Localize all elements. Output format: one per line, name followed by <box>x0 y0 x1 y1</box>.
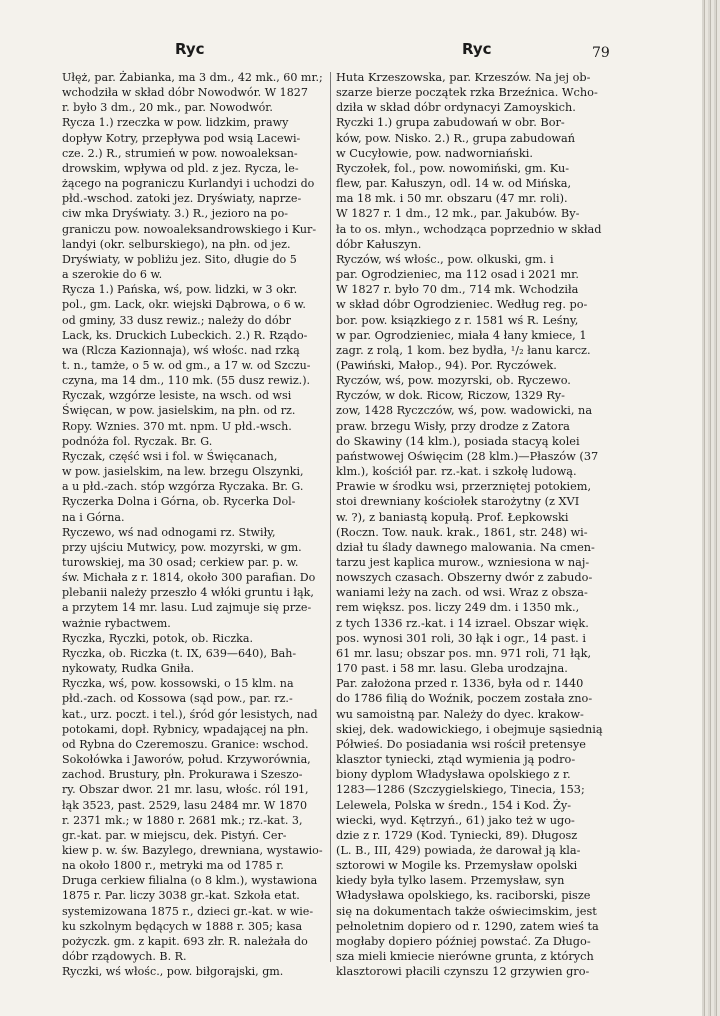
right-column-line: dziła w skład dóbr ordynacyi Zamoyskich. <box>336 101 576 115</box>
right-column-line: mogłaby dopiero później powstać. Za Długo- <box>336 934 591 948</box>
right-column-line: skiej, dek. wadowickiego, i obejmuje sąsiednią <box>336 722 603 736</box>
left-column-line: dopływ Kotry, przepływa pod wsią Lacewi- <box>62 131 301 145</box>
left-column-line: t. n., tamże, o 5 w. od gm., a 17 w. od Szczu- <box>62 358 311 372</box>
left-column-line: r. 2371 mk.; w 1880 r. 2681 mk.; rz.-kat. 3, <box>62 813 303 827</box>
left-column-line: ku szkolnym będących w 1888 r. 305; kasa <box>62 919 303 933</box>
left-column-line: pożyczk. gm. z kapit. 693 złr. R. należała do <box>62 934 308 948</box>
left-column-line: drowskim, wpływa od pld. z jez. Rycza, le- <box>62 161 299 175</box>
right-column-line: Ryczów, w dok. Ricow, Riczow, 1329 Ry- <box>336 389 565 403</box>
left-text-column <box>62 70 324 979</box>
left-column-line: a szerokie do 6 w. <box>62 268 163 282</box>
left-column-line: Dryświaty, w pobliżu jez. Sito, długie do 5 <box>62 252 297 266</box>
left-column-line: wchodziła w skład dóbr Nowodwór. W 1827 <box>62 86 308 100</box>
left-column-line: kiew p. w. św. Bazylego, drewniana, wystawio- <box>62 843 323 857</box>
right-column-line: pełnoletnim dopiero od r. 1290, zatem wieś ta <box>336 919 599 933</box>
right-column-line: w par. Ogrodzieniec, miała 4 łany kmiece, 1 <box>336 328 587 342</box>
right-column-line: z tych 1336 rz.-kat. i 14 izrael. Obszar więk. <box>336 616 589 630</box>
right-column-line: w Cucyłowie, pow. nadworniański. <box>336 146 533 160</box>
right-column-line: 170 past. i 58 mr. lasu. Gleba urodzajna. <box>336 662 568 676</box>
right-column-line: klasztor tyniecki, ztąd wymienia ją podro- <box>336 753 576 767</box>
left-column-line: nykowaty, Rudka Gniła. <box>62 662 194 676</box>
right-column-line: szarze bierze początek rzka Brzeźnica. Wcho- <box>336 86 598 100</box>
right-column-line: Lelewela, Polska w średn., 154 i Kod. Ży- <box>336 798 572 812</box>
right-column-line: Ryczki 1.) grupa zabudowań w obr. Bor- <box>336 116 565 130</box>
left-column-line: turowskiej, ma 30 osad; cerkiew par. p. w. <box>62 556 299 569</box>
page-edge <box>702 0 720 1016</box>
left-column-line: ważnie rybactwem. <box>62 616 171 630</box>
page-number: 79 <box>592 45 610 61</box>
column-divider <box>330 72 331 962</box>
left-column-line: Rycza 1.) rzeczka w pow. lidzkim, prawy <box>62 116 289 130</box>
left-column-line: przy ujściu Mutwicy, pow. mozyrski, w gm. <box>62 540 302 554</box>
left-column-line: od gminy, 33 dusz rewiz.; należy do dóbr <box>62 313 291 327</box>
left-column-line: Święcan, w pow. jasielskim, na płn. od rz. <box>62 404 296 418</box>
left-column-line: łąk 3523, past. 2529, lasu 2484 mr. W 1870 <box>62 798 308 812</box>
left-column-line: od Rybna do Czeremoszu. Granice: wschod. <box>62 737 309 751</box>
right-column-line: dóbr Kałuszyn. <box>336 237 422 251</box>
right-text-column <box>336 70 608 979</box>
right-column-line: praw. brzegu Wisły, przy drodze z Zatora <box>336 419 570 433</box>
left-column-line: pol., gm. Lack, okr. wiejski Dąbrowa, o 6 w. <box>62 298 306 312</box>
left-column-line: Druga cerkiew filialna (o 8 klm.), wystawiona <box>62 874 318 888</box>
right-column-line: par. Ogrodzieniec, ma 112 osad i 2021 mr. <box>336 268 579 282</box>
right-column-line: się na dokumentach także oświecimskim, jest <box>336 904 597 918</box>
left-column-line: Rycza 1.) Pańska, wś, pow. lidzki, w 3 okr. <box>62 283 298 297</box>
right-column-line: W 1827 r. 1 dm., 12 mk., par. Jakubów. By- <box>336 207 580 221</box>
left-column-line: Ryczewo, wś nad odnogami rz. Stwiły, <box>62 525 276 539</box>
right-column-line: Półwieś. Do posiadania wsi rościł pretensye <box>336 737 586 751</box>
right-column-line: w skład dóbr Ogrodzieniec. Według reg. po- <box>336 298 588 312</box>
right-column-line: do 1786 filią do Woźnik, poczem została zno- <box>336 692 593 706</box>
right-column-line: w. ?), z baniastą kopułą. Prof. Łepkowski <box>336 510 569 524</box>
right-column-line: waniami leży na zach. od wsi. Wraz z obsza- <box>336 586 588 600</box>
left-column-line: plebanii należy przeszło 4 włóki gruntu i łąk, <box>62 586 314 600</box>
left-column-line: czyna, ma 14 dm., 110 mk. (55 dusz rewiz.). <box>62 374 311 388</box>
right-column-line: W 1827 r. było 70 dm., 714 mk. Wchodziła <box>336 283 579 297</box>
right-column-line: biony dyplom Władysława opolskiego z r. <box>336 768 571 782</box>
running-head-center: Ryc <box>462 40 492 58</box>
right-column-line: ła to os. młyn., wchodząca poprzednio w skład <box>336 222 602 236</box>
right-column-line: Huta Krzeszowska, par. Krzeszów. Na jej ob- <box>336 71 591 84</box>
right-column-line: ma 18 mk. i 50 mr. obszaru (47 mr. roli). <box>336 192 568 206</box>
right-column-line: 61 mr. lasu; obszar pos. mn. 971 roli, 71 łąk, <box>336 646 592 660</box>
left-column-line: Ryczka, ob. Riczka (t. IX, 639—640), Bah- <box>62 646 297 660</box>
right-column-line: Władysława opolskiego, ks. raciborski, pisze <box>336 889 591 903</box>
right-column-line: rem większ. pos. liczy 249 dm. i 1350 mk., <box>336 601 580 615</box>
left-column-line: płd.-zach. od Kossowa (sąd pow., par. rz.- <box>62 692 293 706</box>
right-column-line: wiecki, wyd. Kętrzyń., 61) jako też w ugo- <box>336 813 575 827</box>
left-column-line: zachod. Brustury, płn. Prokurawa i Szeszo- <box>62 768 303 782</box>
left-column-line: w pow. jasielskim, na lew. brzegu Olszynki, <box>62 465 304 479</box>
left-column-line: św. Michała z r. 1814, około 300 parafian. Do <box>62 571 316 585</box>
left-column-line: ciw mka Dryświaty. 3.) R., jezioro na po- <box>62 207 289 221</box>
left-column-line: dóbr rządowych. B. R. <box>62 950 187 964</box>
right-column-line: bor. pow. ksiązkiego z r. 1581 wś R. Leśny, <box>336 313 579 327</box>
left-column-line: wa (Rlcza Kazionnaja), wś włośc. nad rzką <box>62 343 300 357</box>
running-head-left: Ryc <box>175 40 205 58</box>
right-column-line: do Skawiny (14 klm.), posiada stacyą kolei <box>336 434 580 448</box>
right-column-line: Ryczów, wś włośc., pow. olkuski, gm. i <box>336 252 554 266</box>
right-column-line: (Roczn. Tow. nauk. krak., 1861, str. 248) wi- <box>336 525 588 539</box>
right-column-line: dzie z r. 1729 (Kod. Tyniecki, 89). Długosz <box>336 828 578 842</box>
right-column-line: flew, par. Kałuszyn, odl. 14 w. od Mińska, <box>336 177 572 191</box>
right-column-line: dział tu ślady dawnego malowania. Na cmen- <box>336 540 595 554</box>
left-column-line: graniczu pow. nowoaleksandrowskiego i Kur- <box>62 222 317 236</box>
right-column-line: ków, pow. Nisko. 2.) R., grupa zabudowań <box>336 131 576 145</box>
right-column-line: kiedy była tylko lasem. Przemysław, syn <box>336 874 565 888</box>
left-column-line: Ryczki, wś włośc., pow. biłgorajski, gm. <box>62 965 284 979</box>
right-column-line: 1283—1286 (Szczygielskiego, Tinecia, 153; <box>336 783 585 797</box>
left-column-line: Ryczka, Ryczki, potok, ob. Riczka. <box>62 631 254 645</box>
right-column-line: stoi drewniany kościołek starożytny (z XVI <box>336 495 580 509</box>
right-column-line: zow, 1428 Ryczczów, wś, pow. wadowicki, na <box>336 404 593 418</box>
left-column-line: Ryczak, wzgórze lesiste, na wsch. od wsi <box>62 389 292 403</box>
left-column-line: podnóża fol. Ryczak. Br. G. <box>62 434 213 448</box>
left-column-line: landyi (okr. selburskiego), na płn. od jez. <box>62 237 291 251</box>
left-column-line: r. było 3 dm., 20 mk., par. Nowodwór. <box>62 101 273 115</box>
left-column-line: cze. 2.) R., strumień w pow. nowoaleksan- <box>62 146 298 160</box>
left-column-line: płd.-wschod. zatoki jez. Dryświaty, naprze- <box>62 192 302 206</box>
left-column-line: potokami, dopł. Rybnicy, wpadającej na płn. <box>62 722 309 736</box>
right-column-line: państwowej Oświęcim (28 klm.)—Płaszów (37 <box>336 449 599 463</box>
left-column-line: ry. Obszar dwor. 21 mr. lasu, włośc. ról 191, <box>62 783 309 797</box>
left-column-line: a u płd.-zach. stóp wzgórza Ryczaka. Br. G. <box>62 480 304 494</box>
right-column-line: wu samoistną par. Należy do dyec. krakow- <box>336 707 584 721</box>
left-column-line: Sokołówka i Jaworów, połud. Krzyworównia, <box>62 753 311 767</box>
right-column-line: sza mieli kmiecie nierówne grunta, z których <box>336 950 594 964</box>
right-column-line: Par. założona przed r. 1336, była od r. 1440 <box>336 677 584 691</box>
left-column-line: Ułęż, par. Żabianka, ma 3 dm., 42 mk., 60 mr.; <box>62 71 323 84</box>
right-column-line: tarzu jest kaplica murow., wzniesiona w naj- <box>336 556 590 569</box>
left-column-line: żącego na pograniczu Kurlandyi i uchodzi do <box>62 177 315 191</box>
right-column-line: Prawie w środku wsi, przerzniętej potokiem, <box>336 480 592 494</box>
left-column-line: na około 1800 r., metryki ma od 1785 r. <box>62 859 284 873</box>
left-column-line: systemizowana 1875 r., dzieci gr.-kat. w wie- <box>62 904 314 918</box>
right-column-line: (L. B., III, 429) powiada, że darował ją kla- <box>336 843 581 857</box>
left-column-line: Lack, ks. Druckich Lubeckich. 2.) R. Rządo- <box>62 328 308 342</box>
right-column-line: pos. wynosi 301 roli, 30 łąk i ogr., 14 past. i <box>336 631 586 645</box>
left-column-line: Ryczerka Dolna i Górna, ob. Rycerka Dol- <box>62 495 296 509</box>
right-column-line: klasztorowi płacili czynszu 12 grzywien gro- <box>336 965 590 979</box>
left-column-line: a przytem 14 mr. lasu. Lud zajmuje się prze- <box>62 601 312 615</box>
left-column-line: Ryczka, wś, pow. kossowski, o 15 klm. na <box>62 677 294 691</box>
right-column-line: (Pawiński, Małop., 94). Por. Ryczówek. <box>336 358 557 372</box>
right-column-line: Ryczów, wś, pow. mozyrski, ob. Ryczewo. <box>336 374 571 388</box>
right-column-line: nowszych czasach. Obszerny dwór z zabudo- <box>336 571 593 585</box>
right-column-line: zagr. z rolą, 1 kom. bez bydła, ¹/₂ łanu karcz. <box>336 343 591 357</box>
right-column-line: sztorowi w Mogile ks. Przemysław opolski <box>336 859 578 873</box>
right-column-line: Ryczołek, fol., pow. nowomiński, gm. Ku- <box>336 161 570 175</box>
left-column-line: gr.-kat. par. w miejscu, dek. Pistyń. Cer- <box>62 828 287 842</box>
left-column-line: 1875 r. Par. liczy 3038 gr.-kat. Szkoła etat. <box>62 889 300 903</box>
left-column-line: Ropy. Wznies. 370 mt. npm. U płd.-wsch. <box>62 419 292 433</box>
left-column-line: na i Górna. <box>62 510 125 524</box>
right-column-line: klm.), kościół par. rz.-kat. i szkołę ludową. <box>336 465 577 479</box>
left-column-line: kat., urz. poczt. i tel.), śród gór lesistych, nad <box>62 707 318 721</box>
left-column-line: Ryczak, część wsi i fol. w Święcanach, <box>62 449 278 463</box>
